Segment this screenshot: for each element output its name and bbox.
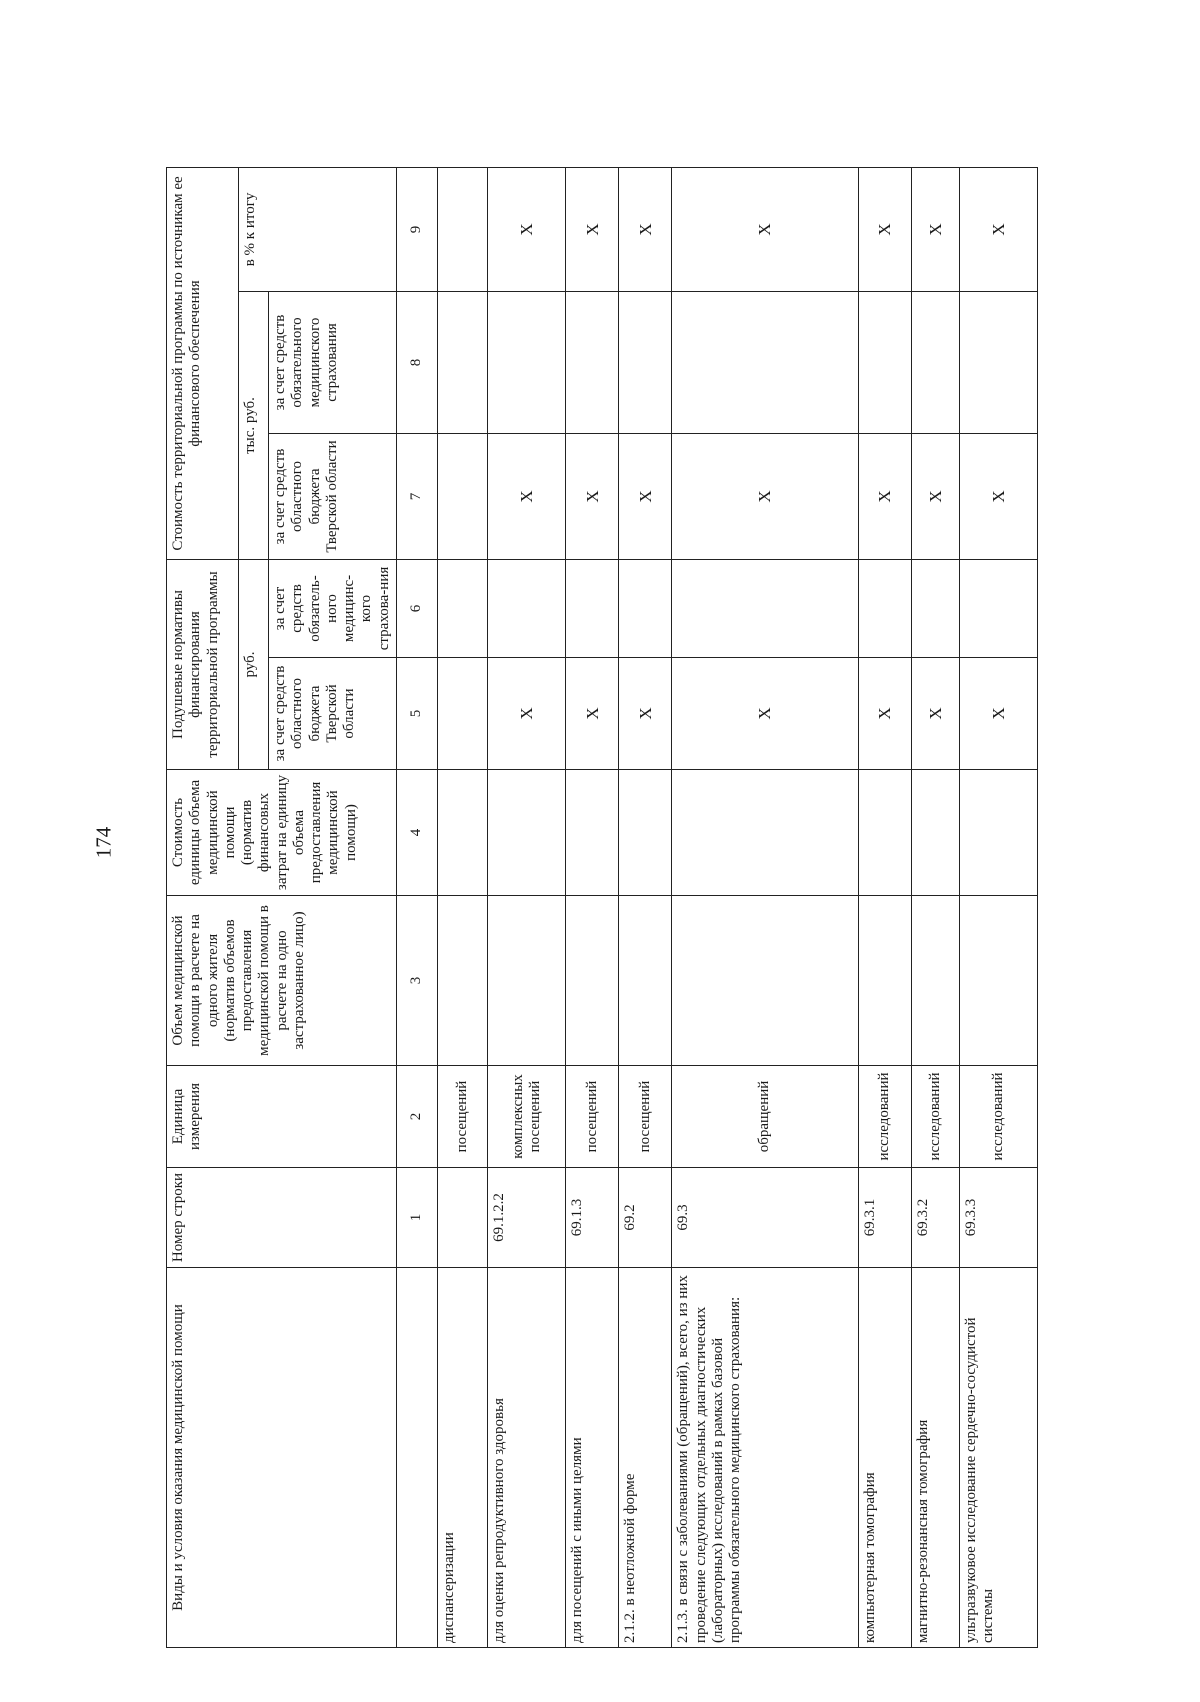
header-percent: в % к итогу [239, 167, 397, 291]
row-name: компьютерная томография [858, 1268, 911, 1648]
row-unit: исследований [911, 1066, 959, 1168]
row-number: 69.1.2.2 [488, 1168, 566, 1268]
table-row [672, 167, 859, 1647]
cell-col5 [437, 658, 487, 770]
row-name: 2.1.3. в связи с заболеваниями (обращений), всего, из них проведение следующих отдельных диагностических (лабораторных) исследований в рамках базовой программы обязательного медицинского страхования: [672, 1268, 859, 1648]
header-per-capita-unit: руб. [239, 559, 269, 769]
index-cell: 1 [396, 1168, 437, 1268]
cell-col8 [566, 291, 619, 433]
row-name: 2.1.2. в неотложной форме [619, 1268, 672, 1648]
row-unit: исследований [959, 1066, 1037, 1168]
cell-col5: X [619, 658, 672, 770]
index-cell: 5 [396, 658, 437, 770]
cell-col7: X [911, 433, 959, 559]
cell-col5: X [858, 658, 911, 770]
header-unit-cost: Стоимость единицы объема медицинской помощи (норматив финансовых затрат на единицу объема предоставления медицинской помощи) [167, 770, 397, 896]
cell-col6 [566, 559, 619, 657]
header-unit: Единица измерения [167, 1066, 397, 1168]
cell-col8 [911, 291, 959, 433]
cell-col9: X [959, 167, 1037, 291]
cell-volume [488, 896, 566, 1066]
index-cell: 4 [396, 770, 437, 896]
row-unit: обращений [672, 1066, 859, 1168]
header-per-capita: Подушевые нормативы финансирования территориальной программы [167, 559, 239, 769]
row-number [437, 1168, 487, 1268]
cell-cost [911, 770, 959, 896]
cell-col7: X [672, 433, 859, 559]
financing-table [166, 167, 1038, 1648]
cell-col9: X [488, 167, 566, 291]
cell-col8 [437, 291, 487, 433]
cell-cost [437, 770, 487, 896]
cell-volume [672, 896, 859, 1066]
row-name: для оценки репродуктивного здоровья [488, 1268, 566, 1648]
cell-col8 [858, 291, 911, 433]
row-number: 69.1.3 [566, 1168, 619, 1268]
header-sub-budget-5: за счет средств областного бюджета Тверской области [269, 658, 397, 770]
row-name: диспансеризации [437, 1268, 487, 1648]
row-number: 69.3.1 [858, 1168, 911, 1268]
row-unit: посещений [437, 1066, 487, 1168]
header-program-cost: Стоимость территориальной программы по источникам ее финансового обеспечения [167, 167, 239, 559]
cell-col5: X [488, 658, 566, 770]
index-cell: 9 [396, 167, 437, 291]
cell-col6 [959, 559, 1037, 657]
cell-cost [672, 770, 859, 896]
header-program-cost-unit: тыс. руб. [239, 291, 269, 559]
cell-volume [911, 896, 959, 1066]
table-row [959, 167, 1037, 1647]
cell-col7: X [959, 433, 1037, 559]
cell-cost [858, 770, 911, 896]
cell-col8 [672, 291, 859, 433]
cell-col5: X [911, 658, 959, 770]
row-number: 69.3.2 [911, 1168, 959, 1268]
cell-col9: X [858, 167, 911, 291]
header-sub-budget-7: за счет средств областного бюджета Тверской области [269, 433, 397, 559]
cell-volume [566, 896, 619, 1066]
cell-col9: X [566, 167, 619, 291]
row-number: 69.3.3 [959, 1168, 1037, 1268]
page-number: 174 [91, 826, 116, 859]
index-cell: 3 [396, 896, 437, 1066]
row-name: магнитно-резонансная томография [911, 1268, 959, 1648]
table-row [566, 167, 619, 1647]
cell-col9: X [619, 167, 672, 291]
header-sub-oms-8: за счет средств обязательного медицинского страхования [269, 291, 397, 433]
cell-col7: X [858, 433, 911, 559]
row-number: 69.3 [672, 1168, 859, 1268]
header-type: Виды и условия оказания медицинской помощи [167, 1268, 397, 1648]
row-unit: комплексных посещений [488, 1066, 566, 1168]
cell-col7: X [488, 433, 566, 559]
cell-col8 [619, 291, 672, 433]
cell-col8 [488, 291, 566, 433]
cell-col6 [858, 559, 911, 657]
cell-volume [959, 896, 1037, 1066]
row-unit: посещений [619, 1066, 672, 1168]
table-row [911, 167, 959, 1647]
cell-cost [619, 770, 672, 896]
cell-col6 [437, 559, 487, 657]
cell-col5: X [672, 658, 859, 770]
rotated-table-wrapper [166, 168, 1038, 1648]
cell-col9 [437, 167, 487, 291]
table-row [488, 167, 566, 1647]
cell-volume [619, 896, 672, 1066]
row-number: 69.2 [619, 1168, 672, 1268]
table-row [619, 167, 672, 1647]
cell-col7: X [619, 433, 672, 559]
cell-col7: X [566, 433, 619, 559]
cell-col9: X [672, 167, 859, 291]
cell-col6 [911, 559, 959, 657]
cell-cost [959, 770, 1037, 896]
index-cell [396, 1268, 437, 1648]
cell-volume [858, 896, 911, 1066]
cell-col8 [959, 291, 1037, 433]
row-name: ультразвуковое исследование сердечно-сосудистой системы [959, 1268, 1037, 1648]
cell-cost [566, 770, 619, 896]
cell-cost [488, 770, 566, 896]
header-sub-oms-6: за счет средств обязатель-ного медицинс-кого страхова-ния [269, 559, 397, 657]
cell-col5: X [566, 658, 619, 770]
cell-col6 [619, 559, 672, 657]
cell-col6 [672, 559, 859, 657]
index-cell: 6 [396, 559, 437, 657]
table-row [437, 167, 487, 1647]
row-unit: исследований [858, 1066, 911, 1168]
index-cell: 2 [396, 1066, 437, 1168]
cell-col9: X [911, 167, 959, 291]
header-row-number: Номер строки [167, 1168, 397, 1268]
cell-col5: X [959, 658, 1037, 770]
cell-col7 [437, 433, 487, 559]
row-unit: посещений [566, 1066, 619, 1168]
header-volume: Объем медицинской помощи в расчете на одного жителя (норматив объемов предоставления медицинской помощи в расчете на одно застрахованное лицо) [167, 896, 397, 1066]
cell-volume [437, 896, 487, 1066]
table-row [858, 167, 911, 1647]
cell-col6 [488, 559, 566, 657]
column-index-row [396, 167, 437, 1647]
index-cell: 8 [396, 291, 437, 433]
index-cell: 7 [396, 433, 437, 559]
row-name: для посещений с иными целями [566, 1268, 619, 1648]
